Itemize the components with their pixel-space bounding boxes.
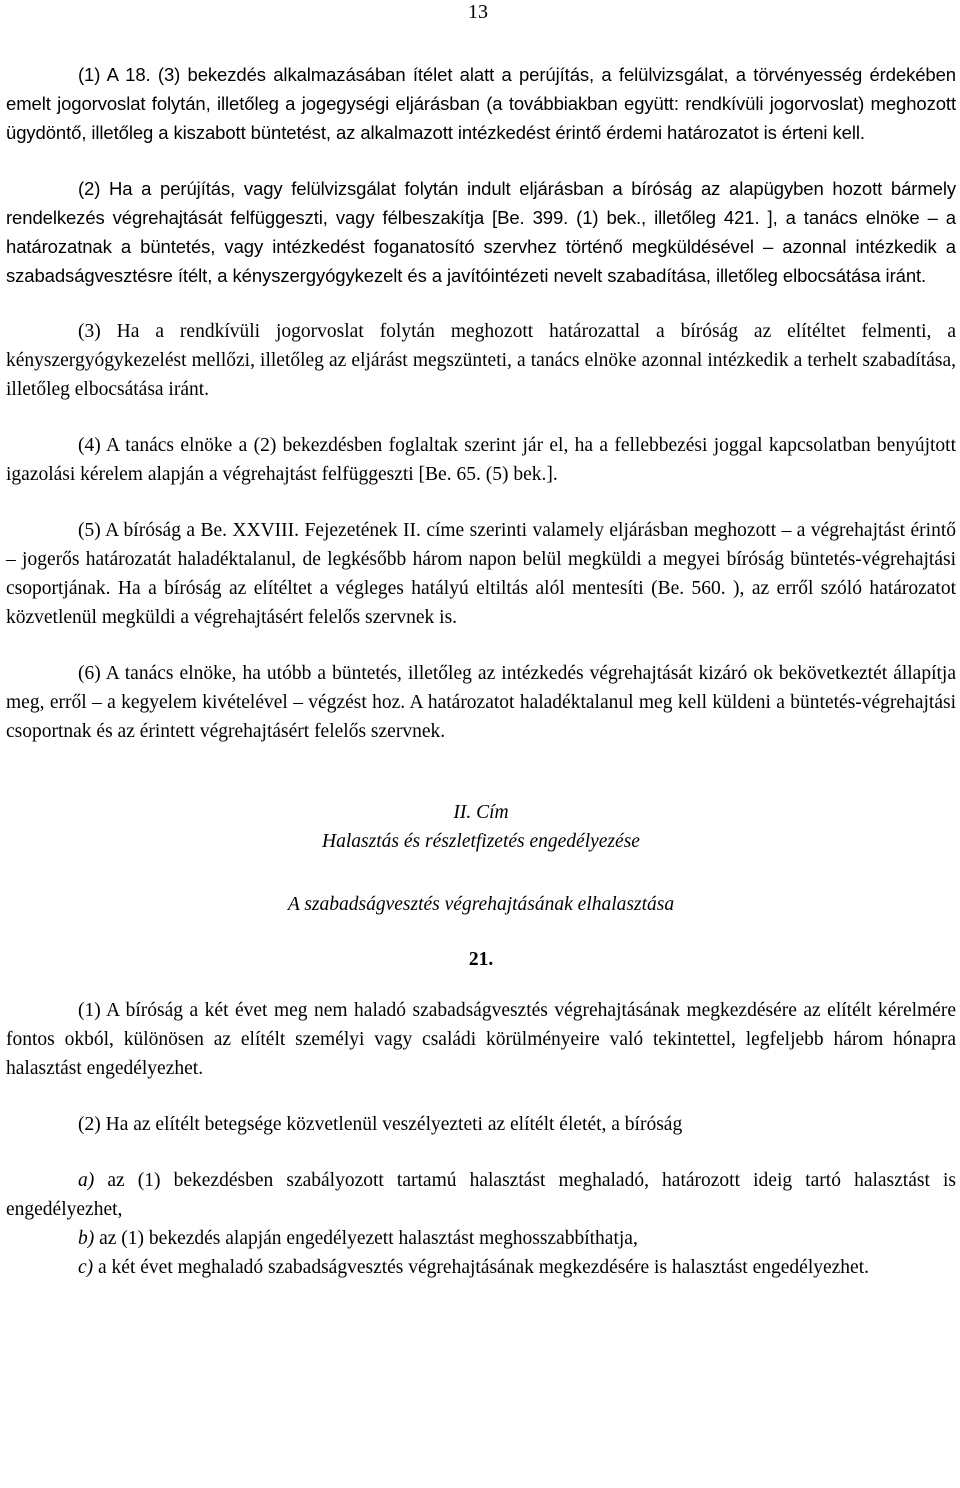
paragraph-4: (4) A tanács elnöke a (2) bekezdésben foglaltak szerint jár el, ha a fellebbezési joggal kapcsolatban benyújtott igazolási kérelem alapján a végrehajtást felfüggeszti [Be. 65. (5) bek.]. — [6, 435, 956, 485]
paragraph-6: (6) A tanács elnöke, ha utóbb a büntetés, illetőleg az intézkedés végrehajtását kizáró ok bekövetkeztét állapítja meg, erről – a kegyelem kivételével – végzést hoz. A határozatot haladéktalanul meg kell küldeni a büntetés-végrehajtási csoportnak és az érintett végrehajtásért felelős szervnek. — [6, 663, 956, 742]
chapter-title: Halasztás és részletfizetés engedélyezése — [322, 831, 640, 852]
paragraph-5: (5) A bíróság a Be. XXVIII. Fejezetének II. címe szerinti valamely eljárásban meghozott – a végrehajtást érintő – jogerős határozatát haladéktalanul, de legkésőbb három napon belül megküldi a megyei bíróság büntetés-végrehajtási csoportjának. Ha a bíróság az elítéltet a végleges hatályú eltiltás alól mentesíti (Be. 560. ), az erről szóló határozatot közvetlenül megküldi a végrehajtásért felelős szervnek is. — [6, 520, 956, 628]
page-number: 13 — [468, 1, 488, 23]
list-item-a — [6, 1166, 956, 1224]
document-body — [6, 60, 956, 1282]
chapter-number: II. Cím — [453, 802, 509, 823]
section-paragraph-2: (2) Ha az elítélt betegsége közvetlenül veszélyezteti az elítélt életét, a bíróság — [78, 1114, 683, 1135]
paragraph-3: (3) Ha a rendkívüli jogorvoslat folytán meghozott határozattal a bíróság az elítéltet felmenti, a kényszergyógykezelést mellőzi, illetőleg az eljárást megszünteti, a tanács elnöke azonnal intézkedik a terhelt szabadítása, illetőleg elbocsátása iránt. — [6, 321, 956, 400]
list-item-text: az (1) bekezdésben szabályozott tartamú halasztást meghaladó, határozott ideig tartó halasztást is engedélyezhet, — [6, 1170, 956, 1220]
list-item-letter: a) — [78, 1170, 95, 1191]
list-item-text: az (1) bekezdés alapján engedélyezett halasztást meghosszabbíthatja, — [94, 1228, 638, 1249]
list-item-c — [6, 1253, 956, 1282]
list-item-letter: c) — [78, 1257, 94, 1278]
chapter-subtitle: A szabadságvesztés végrehajtásának elhalasztása — [287, 894, 675, 915]
list-item-b — [6, 1224, 956, 1253]
paragraph-1: (1) A 18. (3) bekezdés alkalmazásában ítélet alatt a perújítás, a felülvizsgálat, a törvényesség érdekében emelt jogorvoslat folytán, illetőleg a jogegységi eljárásban (a továbbiakban együtt: rendkívüli jogorvoslat) meghozott ügydöntő, illetőleg a kiszabott büntetést, az alkalmazott intézkedést érintő érdemi határozatot is érteni kell. — [6, 64, 956, 143]
paragraph-2: (2) Ha a perújítás, vagy felülvizsgálat folytán indult eljárásban a bíróság az alapügyben hozott bármely rendelkezés végrehajtását felfüggeszti, vagy félbeszakítja [Be. 399. (1) bek., illetőleg 421. ], a tanács elnöke – a határozatnak a büntetés, vagy intézkedést foganatosító szervhez történő megküldésével – azonnal intézkedik a szabadságvesztésre ítélt, a kényszergyógykezelt és a javítóintézeti nevelt szabadítása, illetőleg elbocsátása iránt. — [6, 178, 956, 286]
section-number: 21. — [468, 949, 494, 970]
section-paragraph-1: (1) A bíróság a két évet meg nem haladó szabadságvesztés végrehajtásának megkezdésére az elítélt kérelmére fontos okból, különösen az elítélt személyi vagy családi körülményeire való tekintettel, legfeljebb három hónapra halasztást engedélyezhet. — [6, 1000, 956, 1079]
list-item-letter: b) — [78, 1228, 95, 1249]
list-item-text: a két évet meghaladó szabadságvesztés végrehajtásának megkezdésére is halasztást engedélyezhet. — [93, 1257, 869, 1278]
